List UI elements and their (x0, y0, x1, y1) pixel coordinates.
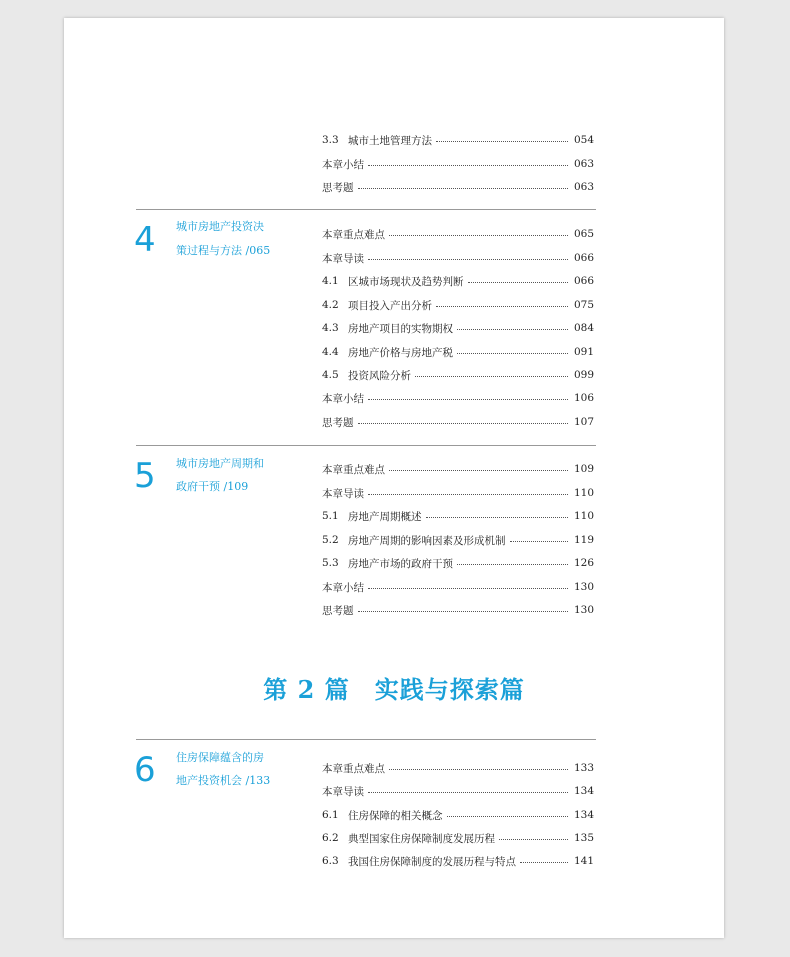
entry-title: 本章重点难点 (322, 463, 385, 476)
entry-number: 4.1 (322, 275, 339, 287)
entry-title: 本章小结 (322, 581, 364, 594)
chapter-divider (136, 445, 596, 446)
entry-page: 066 (573, 275, 594, 287)
leader-dots (389, 470, 568, 471)
toc-entry (322, 600, 594, 620)
toc-entry (322, 130, 594, 150)
part-title: 第 2 篇 实践与探索篇 (263, 675, 525, 704)
toc-entry (322, 828, 594, 848)
entry-page: 063 (573, 158, 594, 170)
entry-number: 5.3 (322, 557, 339, 569)
book-page (64, 18, 724, 938)
entry-page: 110 (573, 487, 594, 499)
entry-title: 房地产周期概述 (348, 510, 422, 523)
entry-page: 130 (573, 581, 594, 593)
entry-page: 066 (573, 252, 594, 264)
toc-entry (322, 295, 594, 315)
toc-entry (322, 412, 594, 432)
chapter-title-line: 地产投资机会 /133 (176, 774, 271, 787)
chapter-number: 5 (134, 456, 156, 496)
toc-entry (322, 459, 594, 479)
leader-dots (358, 188, 569, 189)
entry-page: 091 (573, 346, 594, 358)
toc-entry (322, 553, 594, 573)
entry-title: 本章导读 (322, 252, 364, 265)
chapter-divider (136, 209, 596, 210)
leader-dots (426, 517, 569, 518)
leader-dots (368, 792, 568, 793)
toc-entry (322, 805, 594, 825)
leader-dots (389, 769, 568, 770)
entry-page: 054 (573, 134, 594, 146)
entry-page: 065 (573, 228, 594, 240)
entry-page: 107 (573, 416, 594, 428)
entry-number: 6.1 (322, 809, 339, 821)
leader-dots (368, 399, 568, 400)
toc-entry (322, 781, 594, 801)
entry-title: 思考题 (322, 416, 354, 429)
entry-page: 084 (573, 322, 594, 334)
entry-title: 本章小结 (322, 158, 364, 171)
entry-title: 住房保障的相关概念 (348, 809, 443, 822)
toc-entry (322, 388, 594, 408)
toc-entry (322, 758, 594, 778)
entry-number: 3.3 (322, 134, 339, 146)
entry-number: 6.2 (322, 832, 339, 844)
entry-title: 房地产价格与房地产税 (348, 346, 453, 359)
entry-number: 4.3 (322, 322, 339, 334)
chapter-number: 4 (134, 220, 156, 260)
entry-page: 133 (573, 762, 594, 774)
entry-title: 房地产市场的政府干预 (348, 557, 453, 570)
leader-dots (510, 541, 569, 542)
entry-page: 099 (573, 369, 594, 381)
entry-title: 思考题 (322, 604, 354, 617)
chapter-number: 6 (134, 750, 156, 790)
chapter-divider (136, 739, 596, 740)
toc-entry (322, 248, 594, 268)
leader-dots (447, 816, 569, 817)
chapter-title-line: 住房保障蕴含的房 (176, 751, 264, 764)
entry-title: 本章重点难点 (322, 762, 385, 775)
leader-dots (415, 376, 568, 377)
leader-dots (457, 353, 568, 354)
entry-number: 5.2 (322, 534, 339, 546)
chapter-title-line: 政府干预 /109 (176, 480, 249, 493)
chapter-title-line: 城市房地产周期和 (176, 457, 264, 470)
toc-entry (322, 224, 594, 244)
entry-title: 项目投入产出分析 (348, 299, 432, 312)
leader-dots (389, 235, 568, 236)
entry-title: 城市土地管理方法 (348, 134, 432, 147)
entry-title: 本章导读 (322, 487, 364, 500)
entry-title: 房地产项目的实物期权 (348, 322, 453, 335)
chapter-title-line: 城市房地产投资决 (176, 220, 264, 233)
entry-number: 4.2 (322, 299, 339, 311)
entry-page: 119 (573, 534, 594, 546)
toc-entry (322, 851, 594, 871)
toc-entry (322, 530, 594, 550)
leader-dots (368, 494, 568, 495)
leader-dots (358, 611, 569, 612)
leader-dots (468, 282, 569, 283)
leader-dots (368, 165, 568, 166)
entry-number: 5.1 (322, 510, 339, 522)
toc-entry (322, 271, 594, 291)
entry-page: 134 (573, 785, 594, 797)
leader-dots (499, 839, 568, 840)
toc-entry (322, 342, 594, 362)
leader-dots (358, 423, 569, 424)
entry-page: 126 (573, 557, 594, 569)
chapter-title-line: 策过程与方法 /065 (176, 244, 271, 257)
entry-number: 4.4 (322, 346, 339, 358)
entry-title: 房地产周期的影响因素及形成机制 (348, 534, 506, 547)
entry-page: 135 (573, 832, 594, 844)
entry-title: 思考题 (322, 181, 354, 194)
entry-page: 106 (573, 392, 594, 404)
entry-title: 典型国家住房保障制度发展历程 (348, 832, 495, 845)
entry-page: 063 (573, 181, 594, 193)
entry-page: 075 (573, 299, 594, 311)
entry-title: 本章小结 (322, 392, 364, 405)
leader-dots (436, 306, 568, 307)
toc-entry (322, 483, 594, 503)
entry-number: 6.3 (322, 855, 339, 867)
entry-title: 我国住房保障制度的发展历程与特点 (348, 855, 516, 868)
entry-number: 4.5 (322, 369, 339, 381)
toc-entry (322, 365, 594, 385)
leader-dots (520, 862, 568, 863)
toc-entry (322, 318, 594, 338)
entry-title: 本章重点难点 (322, 228, 385, 241)
toc-entry (322, 177, 594, 197)
leader-dots (436, 141, 568, 142)
entry-page: 130 (573, 604, 594, 616)
toc-entry (322, 506, 594, 526)
entry-page: 110 (573, 510, 594, 522)
toc-entry (322, 154, 594, 174)
leader-dots (457, 329, 568, 330)
entry-page: 141 (573, 855, 594, 867)
entry-title: 本章导读 (322, 785, 364, 798)
leader-dots (368, 588, 568, 589)
toc-entry (322, 577, 594, 597)
leader-dots (457, 564, 568, 565)
entry-title: 投资风险分析 (348, 369, 411, 382)
entry-page: 134 (573, 809, 594, 821)
leader-dots (368, 259, 568, 260)
entry-title: 区城市场现状及趋势判断 (348, 275, 464, 288)
entry-page: 109 (573, 463, 594, 475)
